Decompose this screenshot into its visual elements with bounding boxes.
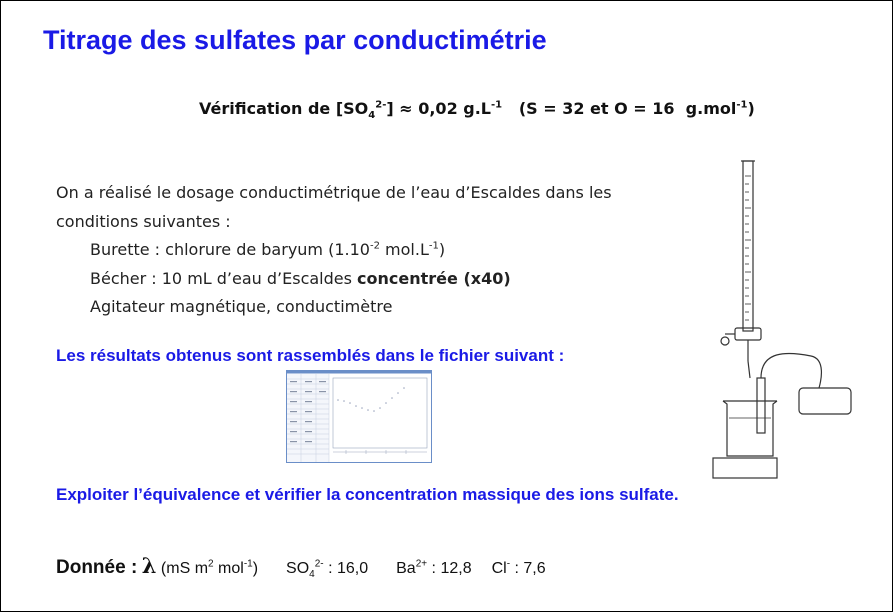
subtitle: Vérification de $[SO_4^{2-}] \approx 0,02$ $g.L^{-1}$ (S = 32 et O = 16 g.mol$^{-1}$) [199,99,755,122]
agitateur-line: Agitateur magnétique, conductimètre [90,297,393,316]
donnee-line: Donnée : λ (mS $m^2$ mol$^{-1}$) $SO_4^{2-}$ : 16,0 $Ba^{2+}$ : 12,8 Cl- : 7,6 [56,553,546,581]
so4-value: $SO_4^{2-}$ : 16,0 [286,558,369,581]
burette-titration-setup-icon [701,156,861,486]
cl-value: Cl- : 7,6 [491,558,546,577]
exploit-heading: Exploiter l’équivalence et vérifier la concentration massique des ions sulfate. [56,485,679,504]
intro-line-2: conditions suivantes : [56,211,231,231]
becher-line: Bécher : 10 mL d’eau d’Escaldes concentrée (x40) [90,268,511,288]
ba-value: $Ba^{2+}$ : 12,8 [396,558,472,577]
page-title: Titrage des sulfates par conductimétrie [43,25,547,55]
donnee-label: Donnée : [56,557,138,578]
lambda-symbol: λ [141,553,157,578]
results-heading: Les résultats obtenus sont rassemblés dans le fichier suivant : [56,346,565,365]
intro-line-1: On a réalisé le dosage conductimétrique de l’eau d’Escaldes dans les [56,183,612,202]
intro-text [56,179,656,322]
spreadsheet-thumbnail-icon[interactable] [286,370,432,463]
burette-line: Burette : chlorure de baryum ($1.10^{-2}$ $mol.L^{-1}$) [90,240,446,259]
